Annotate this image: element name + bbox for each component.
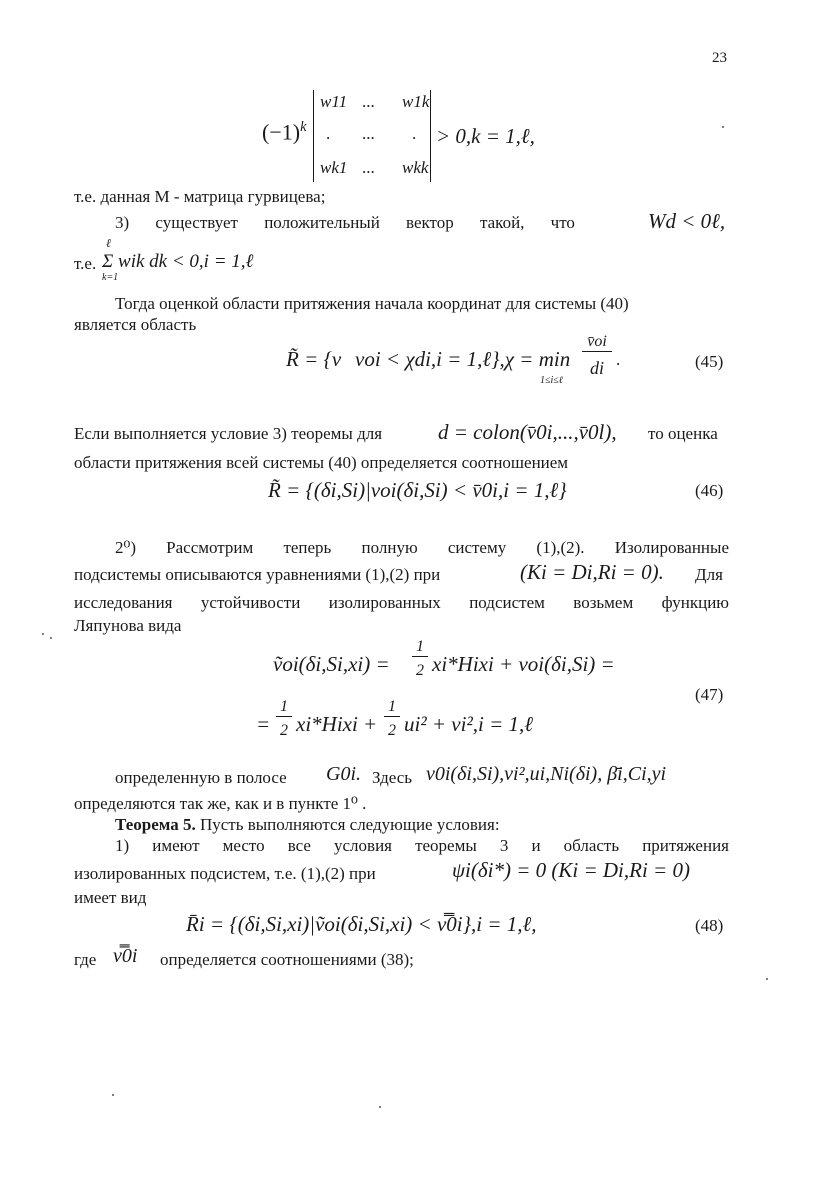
paragraph-2-line-3: исследования устойчивости изолированных подсистем возьмем функцию [74,593,729,612]
matrix-cell: . [412,124,417,143]
matrix-right-bar [430,90,431,182]
paragraph-estimate-1: Тогда оценкой области притяжения начала координат для системы (40) [115,294,629,313]
scan-dot [722,126,724,128]
matrix-cell: ... [362,124,375,143]
paragraph-2-line-1: 2⁰) Рассмотрим теперь полную систему (1),(2). Изолированные [115,538,729,557]
paragraph-2-formula: (Ki = Di,Ri = 0). [520,560,664,584]
paragraph-cond3-formula: d = colon(v̄0i,...,v̄0l), [438,420,617,444]
eq45-min-sub: 1≤i≤ℓ [540,375,563,386]
eq47-half-den: 2 [388,722,396,739]
paragraph-2-line-2a: подсистемы описываются уравнениями (1),(2) при [74,565,441,584]
eq47-half-num: 1 [384,698,400,717]
matrix-cell: w1k [402,92,430,111]
matrix-cell: wkk [402,158,429,177]
matrix-cell: ... [362,92,375,111]
paragraph-cond3-2: то оценка [648,424,718,443]
theorem-title: Теорема 5. [115,815,196,834]
eq47-half-num: 1 [276,698,292,717]
eq46-number: (46) [695,481,724,500]
theorem-5-line [115,815,500,835]
sum-bottom: k=1 [102,272,119,283]
page-number: 23 [712,50,727,66]
scan-dot [50,637,52,639]
paragraph-2-line-4: Ляпунова вида [74,616,182,635]
eq48-number: (48) [695,916,724,935]
equation-46: R̃ = {(δi,Si)|voi(δi,Si) < v̄0i,i = 1,ℓ} [268,478,567,502]
matrix-cell: ... [362,158,375,177]
paragraph-cond3-3: области притяжения всей системы (40) определяется соотношением [74,453,569,472]
eq45-body: voi < χdi,i = 1,ℓ},χ = min [355,347,571,371]
theorem-text: Пусть выполняются следующие условия: [199,815,500,834]
last-line-symbol: v̿0i [113,945,138,967]
paragraph-estimate-2: является область [74,315,197,334]
matrix-cell: wk1 [320,158,348,177]
eq45-frac-den: di [589,358,604,378]
matrix-condition: > 0,k = 1,ℓ, [436,124,535,148]
eq47-line1-lhs: ṽoi(δi,Si,xi) = [273,652,390,676]
condition-3-formula: Wd < 0ℓ, [648,209,726,233]
paragraph-defined-formula: v0i(δi,Si),vi²,ui,Ni(δi), β̄i,Ci,yi [426,763,667,785]
eq47-half-den: 2 [280,722,288,739]
theorem-cond1-line-1: 1) имеют место все условия теоремы 3 и область притяжения [115,836,729,855]
sum-prefix: т.е. [74,254,97,273]
eq47-line2-mid: xi*Hixi + [296,712,378,736]
scan-dot [42,633,44,635]
matrix-sign: $(-1)^k$ [262,119,307,145]
paragraph-cond3-1: Если выполняется условие 3) теоремы для [74,424,383,443]
text-line-hurwitz: т.е. данная М - матрица гурвицева; [74,187,326,206]
matrix-left-bar [313,90,314,182]
equation-48: R̄i = {(δi,Si,xi)|ṽoi(δi,Si,xi) < v̿0i},i = 1,ℓ, [186,912,537,936]
scan-dot [379,1106,381,1108]
sum-top: ℓ [106,236,111,250]
paragraph-2-line-2b: Для [695,565,723,584]
theorem-cond1-formula: ψi(δi*) = 0 (Ki = Di,Ri = 0) [452,858,690,882]
theorem-cond1-line-2a: изолированных подсистем, т.е. (1),(2) при [74,864,376,883]
eq47-line1-rhs: xi*Hixi + voi(δi,Si) = [432,652,615,676]
eq47-number: (47) [695,685,724,704]
eq47-line2-rhs: ui² + vi²,i = 1,ℓ [404,712,534,736]
matrix-cell: w11 [320,92,348,111]
last-line-rest: определяется соотношениями (38); [160,950,414,969]
eq45-frac-num: v̄oi [582,333,612,352]
theorem-cond1-line-3: имеет вид [74,888,147,907]
paragraph-defined-2: Здесь [372,768,413,787]
scan-dot [766,978,768,980]
paragraph-defined-G: G0i. [326,763,361,785]
paragraph-defined-1: определенную в полосе [115,768,287,787]
eq47-half-den: 2 [416,662,424,679]
paragraph-defined-3: определяются так же, как и в пункте 1⁰ . [74,794,367,813]
condition-3-text: 3) существует положительный вектор такой, что [115,213,575,232]
matrix-cell: . [326,124,331,143]
eq47-half-num: 1 [412,638,428,657]
eq45-number: (45) [695,352,724,371]
last-line-prefix: где [74,950,97,969]
eq47-line2-lhs: = [256,712,271,736]
eq45-lhs: R̃ = {v [286,347,342,371]
sum-formula: Σ wik dk < 0,i = 1,ℓ [102,251,254,272]
scan-dot [112,1094,114,1096]
